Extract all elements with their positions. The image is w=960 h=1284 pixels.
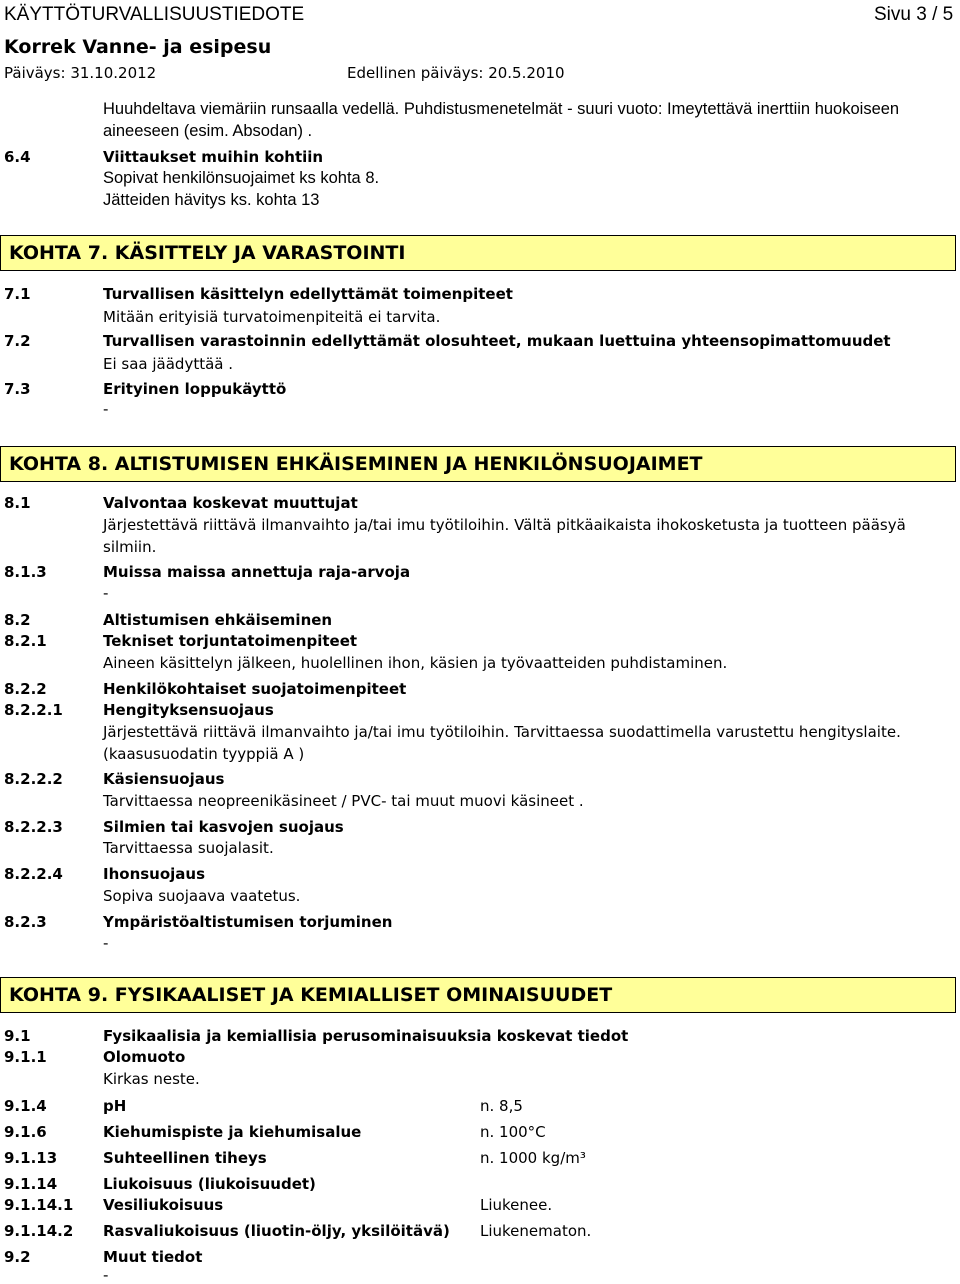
subsection-title: pH	[103, 1097, 127, 1115]
subsection-title: Viittaukset muihin kohtiin	[103, 148, 324, 166]
previous-date: Edellinen päiväys: 20.5.2010	[347, 64, 565, 82]
subsection-title: Ympäristöaltistumisen torjuminen	[103, 913, 393, 931]
text-line: Kirkas neste.	[103, 1070, 200, 1088]
issue-date: Päiväys: 31.10.2012	[4, 64, 157, 82]
subsection-number: 8.2.3	[4, 913, 47, 931]
text-line: silmiin.	[103, 538, 157, 556]
subsection-number: 8.2.2.1	[4, 701, 63, 719]
subsection-title: Olomuoto	[103, 1048, 186, 1066]
subsection-title: Silmien tai kasvojen suojaus	[103, 818, 344, 836]
property-value: n. 100°C	[480, 1123, 546, 1141]
subsection-title: Muut tiedot	[103, 1248, 203, 1266]
text-line: Tarvittaessa suojalasit.	[103, 839, 274, 857]
subsection-title: Tekniset torjuntatoimenpiteet	[103, 632, 358, 650]
property-value: Liukenee.	[480, 1196, 553, 1214]
subsection-title: Ihonsuojaus	[103, 865, 206, 883]
subsection-title: Vesiliukoisuus	[103, 1196, 224, 1214]
subsection-number: 9.1.14.2	[4, 1222, 74, 1240]
text-line: -	[103, 1266, 109, 1284]
subsection-title: Muissa maissa annettuja raja-arvoja	[103, 563, 411, 581]
product-name: Korrek Vanne- ja esipesu	[4, 36, 272, 58]
text-line: Huuhdeltava viemäriin runsaalla vedellä. Puhdistusmenetelmät - suuri vuoto: Imeytettävä inerttiin huokoiseen	[103, 100, 900, 118]
subsection-title: Käsiensuojaus	[103, 770, 225, 788]
subsection-title: Valvontaa koskevat muuttujat	[103, 494, 358, 512]
text-line: Ei saa jäädyttää .	[103, 355, 234, 373]
subsection-number: 9.2	[4, 1248, 31, 1266]
subsection-title: Hengityksensuojaus	[103, 701, 274, 719]
text-line: -	[103, 584, 109, 602]
text-line: Järjestettävä riittävä ilmanvaihto ja/tai imu työtiloihin. Vältä pitkäaikaista ihokosketusta ja tuotteen pääsyä	[103, 516, 906, 534]
property-value: n. 8,5	[480, 1097, 523, 1115]
page-number: Sivu 3 / 5	[874, 4, 954, 25]
document-title: KÄYTTÖTURVALLISUUSTIEDOTE	[4, 4, 305, 25]
subsection-number: 8.2.2.3	[4, 818, 63, 836]
subsection-number: 7.1	[4, 285, 31, 303]
text-line: Sopiva suojaava vaatetus.	[103, 887, 301, 905]
section-header: KOHTA 9. FYSIKAALISET JA KEMIALLISET OMINAISUUDET	[0, 977, 956, 1013]
subsection-number: 9.1.14	[4, 1175, 58, 1193]
section-header: KOHTA 7. KÄSITTELY JA VARASTOINTI	[0, 235, 956, 271]
subsection-title: Altistumisen ehkäiseminen	[103, 611, 333, 629]
subsection-number: 9.1.13	[4, 1149, 58, 1167]
subsection-number: 8.2.2	[4, 680, 47, 698]
text-line: Tarvittaessa neopreenikäsineet / PVC- tai muut muovi käsineet .	[103, 792, 584, 810]
subsection-title: Fysikaalisia ja kemiallisia perusominaisuuksia koskevat tiedot	[103, 1027, 629, 1045]
subsection-number: 8.1.3	[4, 563, 47, 581]
text-line: -	[103, 400, 109, 418]
text-line: (kaasusuodatin tyyppiä A )	[103, 745, 305, 763]
text-line: Järjestettävä riittävä ilmanvaihto ja/tai imu työtiloihin. Tarvittaessa suodattimella varustettu hengityslaite.	[103, 723, 901, 741]
subsection-number: 7.2	[4, 332, 31, 350]
subsection-number: 9.1	[4, 1027, 31, 1045]
text-line: -	[103, 934, 109, 952]
subsection-number: 8.1	[4, 494, 31, 512]
subsection-title: Suhteellinen tiheys	[103, 1149, 267, 1167]
text-line: Aineen käsittelyn jälkeen, huolellinen ihon, käsien ja työvaatteiden puhdistaminen.	[103, 654, 728, 672]
subsection-number: 9.1.4	[4, 1097, 47, 1115]
text-line: Sopivat henkilönsuojaimet ks kohta 8.	[103, 169, 380, 187]
text-line: Mitään erityisiä turvatoimenpiteitä ei tarvita.	[103, 308, 441, 326]
subsection-number: 9.1.14.1	[4, 1196, 74, 1214]
subsection-number: 6.4	[4, 148, 31, 166]
subsection-number: 8.2	[4, 611, 31, 629]
subsection-number: 9.1.6	[4, 1123, 47, 1141]
subsection-title: Henkilökohtaiset suojatoimenpiteet	[103, 680, 407, 698]
subsection-title: Erityinen loppukäyttö	[103, 380, 287, 398]
subsection-title: Kiehumispiste ja kiehumisalue	[103, 1123, 362, 1141]
subsection-number: 8.2.2.4	[4, 865, 63, 883]
property-value: n. 1000 kg/m³	[480, 1149, 586, 1167]
subsection-title: Liukoisuus (liukoisuudet)	[103, 1175, 316, 1193]
text-line: aineeseen (esim. Absodan) .	[103, 122, 313, 140]
subsection-number: 9.1.1	[4, 1048, 47, 1066]
subsection-number: 8.2.2.2	[4, 770, 63, 788]
subsection-number: 8.2.1	[4, 632, 47, 650]
subsection-title: Turvallisen varastoinnin edellyttämät olosuhteet, mukaan luettuina yhteensopimattomuudet	[103, 332, 891, 350]
subsection-title: Rasvaliukoisuus (liuotin-öljy, yksilöitävä)	[103, 1222, 450, 1240]
property-value: Liukenematon.	[480, 1222, 592, 1240]
subsection-title: Turvallisen käsittelyn edellyttämät toimenpiteet	[103, 285, 513, 303]
text-line: Jätteiden hävitys ks. kohta 13	[103, 191, 320, 209]
subsection-number: 7.3	[4, 380, 31, 398]
section-header: KOHTA 8. ALTISTUMISEN EHKÄISEMINEN JA HENKILÖNSUOJAIMET	[0, 446, 956, 482]
